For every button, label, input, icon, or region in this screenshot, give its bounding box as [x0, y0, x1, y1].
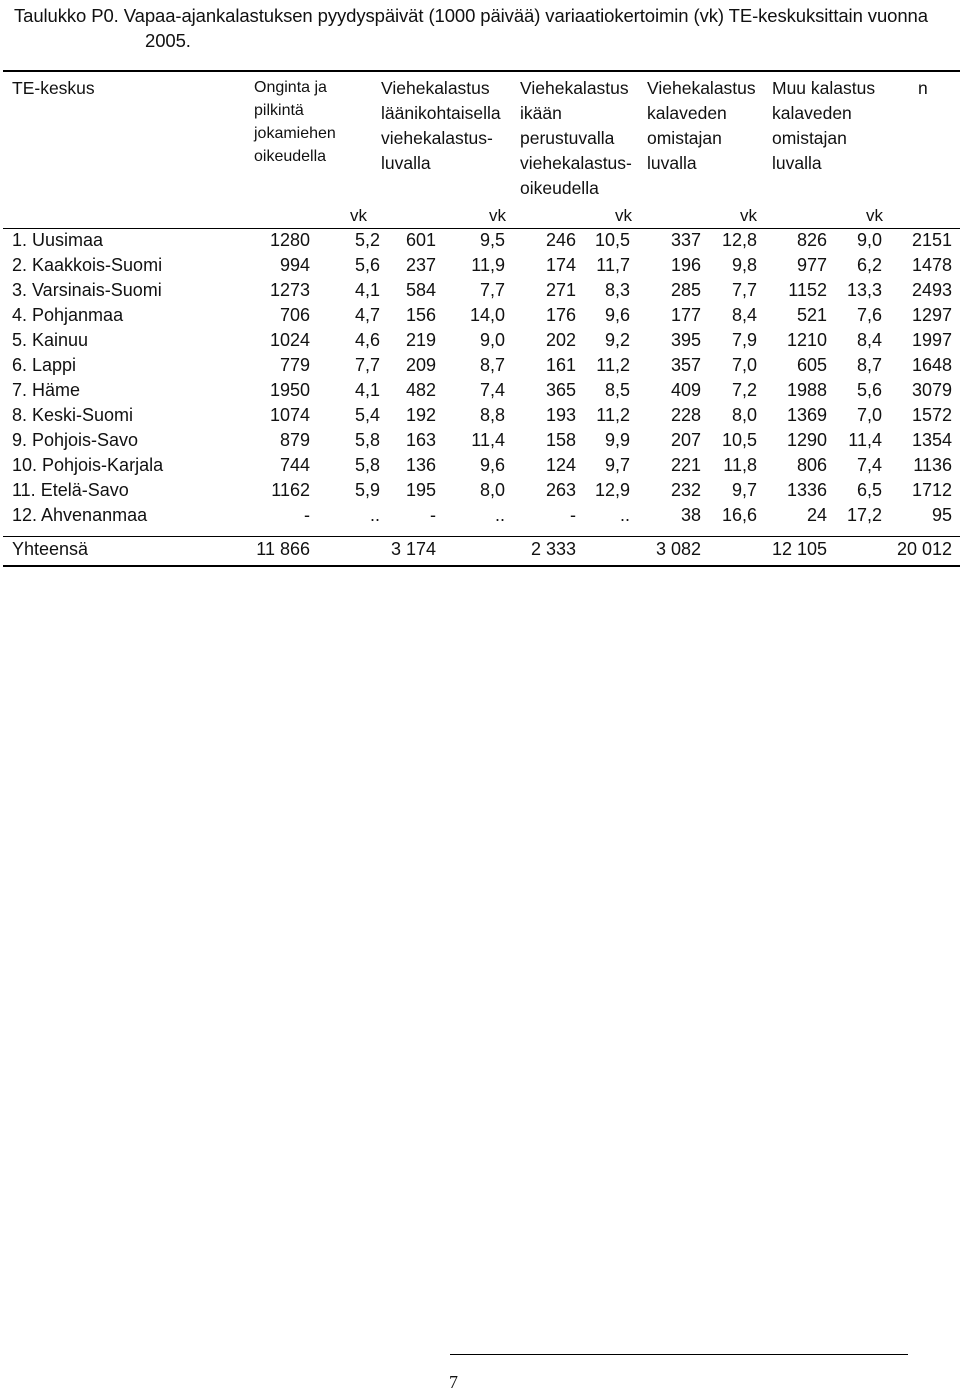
cell-muu-vk: 8,7 [856, 355, 882, 375]
cell-viehe-laani: 156 [405, 305, 436, 325]
cell-viehe-ika-vk: .. [619, 505, 630, 525]
table-row [0, 303, 960, 328]
cell-viehe-kala-vk: 12,8 [721, 230, 757, 250]
cell-viehe-ika: - [570, 505, 576, 525]
row-label: 1. Uusimaa [12, 230, 104, 250]
header-muu: Muu kalastus kalaveden omistajan luvalla [772, 78, 876, 173]
cell-viehe-kala-vk: 8,0 [731, 405, 757, 425]
vk-label: vk [615, 206, 632, 225]
table-row [0, 428, 960, 453]
table-caption [14, 3, 954, 53]
cell-viehe-kala-vk: 9,8 [731, 255, 757, 275]
cell-onginta-vk: 5,9 [354, 480, 380, 500]
cell-onginta-vk: 7,7 [354, 355, 380, 375]
cell-viehe-laani-vk: 8,0 [479, 480, 505, 500]
cell-onginta: - [304, 505, 310, 525]
cell-viehe-ika: 246 [545, 230, 576, 250]
cell-viehe-laani-vk: 9,6 [479, 455, 505, 475]
cell-viehe-kala-vk: 7,0 [731, 355, 757, 375]
cell-viehe-ika: 365 [545, 380, 576, 400]
cell-viehe-ika-vk: 9,2 [604, 330, 630, 350]
footer-rule [450, 1354, 908, 1355]
cell-onginta: 706 [279, 305, 310, 325]
cell-onginta-vk: 5,8 [354, 430, 380, 450]
vk-label: vk [489, 206, 506, 225]
cell-viehe-kala: 177 [670, 305, 701, 325]
table-row [0, 278, 960, 303]
cell-viehe-kala: 337 [670, 230, 701, 250]
vk-label: vk [740, 206, 757, 225]
cell-muu-vk: 7,4 [856, 455, 882, 475]
table-row [0, 228, 960, 253]
table-row [0, 403, 960, 428]
cell-viehe-ika-vk: 8,3 [604, 280, 630, 300]
cell-n: 1478 [911, 255, 952, 275]
cell-viehe-ika-vk: 9,6 [604, 305, 630, 325]
cell-muu-vk: 7,0 [856, 405, 882, 425]
cell-viehe-ika: 158 [545, 430, 576, 450]
cell-viehe-ika-vk: 11,2 [596, 405, 630, 425]
cell-viehe-kala: 285 [670, 280, 701, 300]
cell-viehe-kala-vk: 8,4 [731, 305, 757, 325]
cell-viehe-laani-vk: 8,7 [479, 355, 505, 375]
table-row [0, 253, 960, 278]
cell-muu-vk: 9,0 [856, 230, 882, 250]
cell-onginta: 1950 [269, 380, 310, 400]
cell-viehe-laani: 482 [405, 380, 436, 400]
cell-onginta: 879 [279, 430, 310, 450]
cell-muu: 1290 [786, 430, 827, 450]
total-n: 20 012 [896, 539, 952, 559]
cell-viehe-laani: 237 [405, 255, 436, 275]
cell-onginta-vk: 5,6 [354, 255, 380, 275]
row-label: 4. Pohjanmaa [12, 305, 124, 325]
cell-viehe-kala: 357 [670, 355, 701, 375]
cell-muu-vk: 5,6 [856, 380, 882, 400]
cell-n: 1297 [911, 305, 952, 325]
cell-muu: 605 [796, 355, 827, 375]
cell-muu: 521 [796, 305, 827, 325]
cell-viehe-laani-vk: .. [494, 505, 505, 525]
cell-onginta: 994 [279, 255, 310, 275]
cell-viehe-laani: 219 [405, 330, 436, 350]
table-bottom-rule [3, 565, 960, 567]
cell-onginta: 744 [279, 455, 310, 475]
header-viehe-ika: Viehekalastus ikään perustuvalla viehekalastus- oikeudella [520, 78, 632, 198]
cell-viehe-laani-vk: 8,8 [479, 405, 505, 425]
row-label: 9. Pohjois-Savo [12, 430, 139, 450]
row-label: 6. Lappi [12, 355, 77, 375]
cell-n: 2151 [911, 230, 952, 250]
total-muu: 12 105 [771, 539, 827, 559]
cell-muu: 1152 [788, 280, 827, 300]
row-label: 2. Kaakkois-Suomi [12, 255, 163, 275]
cell-muu-vk: 13,3 [846, 280, 882, 300]
cell-viehe-kala-vk: 16,6 [721, 505, 757, 525]
page-number: 7 [449, 1372, 458, 1392]
header-viehe-laani: Viehekalastus läänikohtaisella viehekalastus- luvalla [381, 78, 501, 173]
cell-onginta-vk: 5,8 [354, 455, 380, 475]
cell-viehe-laani: 195 [405, 480, 436, 500]
cell-viehe-ika: 202 [545, 330, 576, 350]
cell-muu-vk: 6,2 [856, 255, 882, 275]
cell-onginta: 1273 [269, 280, 310, 300]
cell-n: 2493 [911, 280, 952, 300]
cell-viehe-laani-vk: 11,9 [471, 255, 505, 275]
row-label: 7. Häme [12, 380, 81, 400]
cell-viehe-kala: 232 [670, 480, 701, 500]
cell-onginta: 779 [279, 355, 310, 375]
cell-onginta-vk: 4,6 [354, 330, 380, 350]
cell-viehe-ika-vk: 9,9 [604, 430, 630, 450]
table-row [0, 328, 960, 353]
cell-viehe-ika-vk: 8,5 [604, 380, 630, 400]
cell-viehe-ika: 174 [545, 255, 576, 275]
cell-viehe-laani: 163 [405, 430, 436, 450]
cell-n: 1712 [911, 480, 952, 500]
row-label: 8. Keski-Suomi [12, 405, 134, 425]
cell-n: 1997 [911, 330, 952, 350]
cell-viehe-laani: 136 [405, 455, 436, 475]
cell-viehe-ika: 193 [545, 405, 576, 425]
cell-muu: 1210 [786, 330, 827, 350]
cell-viehe-laani-vk: 7,7 [479, 280, 505, 300]
cell-muu: 24 [806, 505, 827, 525]
total-viehe-ika: 2 333 [530, 539, 576, 559]
cell-viehe-kala-vk: 9,7 [731, 480, 757, 500]
total-label: Yhteensä [12, 539, 89, 559]
cell-n: 1648 [911, 355, 952, 375]
cell-viehe-kala-vk: 7,2 [731, 380, 757, 400]
cell-viehe-laani: - [430, 505, 436, 525]
caption-line-1: Taulukko P0. Vapaa-ajankalastuksen pyydyspäivät (1000 päivää) variaatiokertoimin (vk) TE-keskuksittain vuonna [14, 5, 928, 26]
cell-onginta-vk: 4,1 [354, 380, 380, 400]
cell-onginta-vk: 4,7 [354, 305, 380, 325]
cell-viehe-laani: 601 [405, 230, 436, 250]
cell-onginta: 1162 [271, 480, 310, 500]
table-row [0, 478, 960, 503]
cell-viehe-laani: 584 [405, 280, 436, 300]
cell-viehe-ika-vk: 11,7 [596, 255, 630, 275]
vk-header-row [0, 206, 960, 230]
caption-line-2: 2005. [145, 30, 191, 51]
cell-muu: 1369 [786, 405, 827, 425]
cell-n: 1354 [911, 430, 952, 450]
cell-onginta: 1074 [269, 405, 310, 425]
cell-viehe-kala-vk: 10,5 [721, 430, 757, 450]
cell-viehe-ika-vk: 10,5 [594, 230, 630, 250]
cell-viehe-ika: 176 [545, 305, 576, 325]
total-onginta: 11 866 [256, 539, 310, 559]
cell-onginta-vk: 5,2 [354, 230, 380, 250]
row-label: 10. Pohjois-Karjala [12, 455, 164, 475]
row-label: 12. Ahvenanmaa [12, 505, 148, 525]
cell-muu-vk: 17,2 [846, 505, 882, 525]
cell-viehe-ika: 263 [545, 480, 576, 500]
cell-muu-vk: 7,6 [856, 305, 882, 325]
vk-label: vk [350, 206, 367, 225]
cell-muu-vk: 6,5 [856, 480, 882, 500]
row-label: 11. Etelä-Savo [12, 480, 129, 500]
table-row [0, 353, 960, 378]
row-label: 5. Kainuu [12, 330, 89, 350]
cell-viehe-laani-vk: 14,0 [469, 305, 505, 325]
cell-viehe-kala: 207 [670, 430, 701, 450]
cell-onginta: 1280 [269, 230, 310, 250]
cell-viehe-kala-vk: 7,7 [731, 280, 757, 300]
cell-viehe-kala: 228 [670, 405, 701, 425]
cell-viehe-kala: 395 [670, 330, 701, 350]
cell-n: 1136 [913, 455, 952, 475]
cell-viehe-kala: 409 [670, 380, 701, 400]
table-row [0, 503, 960, 528]
table-row [0, 453, 960, 478]
header-n: n [918, 78, 928, 98]
cell-viehe-ika: 161 [545, 355, 576, 375]
cell-n: 1572 [911, 405, 952, 425]
cell-onginta-vk: 5,4 [354, 405, 380, 425]
cell-n: 3079 [911, 380, 952, 400]
cell-viehe-kala: 196 [670, 255, 701, 275]
cell-muu: 977 [796, 255, 827, 275]
cell-viehe-ika: 271 [545, 280, 576, 300]
cell-muu: 1988 [786, 380, 827, 400]
cell-viehe-laani: 209 [405, 355, 436, 375]
cell-viehe-laani-vk: 7,4 [479, 380, 505, 400]
cell-viehe-ika-vk: 12,9 [594, 480, 630, 500]
cell-viehe-kala: 38 [680, 505, 701, 525]
table-row [0, 378, 960, 403]
header-onginta: Onginta ja pilkintä jokamiehen oikeudella [254, 79, 336, 165]
cell-viehe-ika-vk: 9,7 [604, 455, 630, 475]
vk-label: vk [866, 206, 883, 225]
cell-muu-vk: 11,4 [848, 430, 882, 450]
cell-viehe-laani-vk: 9,5 [479, 230, 505, 250]
cell-muu: 806 [796, 455, 827, 475]
total-row [0, 537, 960, 562]
cell-muu: 826 [796, 230, 827, 250]
cell-muu: 1336 [786, 480, 827, 500]
cell-muu-vk: 8,4 [856, 330, 882, 350]
row-label: 3. Varsinais-Suomi [12, 280, 162, 300]
cell-viehe-ika-vk: 11,2 [596, 355, 630, 375]
cell-viehe-kala-vk: 11,8 [723, 455, 757, 475]
header-te-keskus: TE-keskus [12, 78, 95, 98]
total-viehe-laani: 3 174 [390, 539, 436, 559]
cell-viehe-laani-vk: 11,4 [471, 430, 505, 450]
cell-onginta-vk: .. [369, 505, 380, 525]
header-viehe-kala: Viehekalastus kalaveden omistajan luvalla [647, 78, 756, 173]
cell-n: 95 [931, 505, 952, 525]
cell-viehe-kala: 221 [670, 455, 701, 475]
cell-viehe-kala-vk: 7,9 [731, 330, 757, 350]
cell-viehe-ika: 124 [545, 455, 576, 475]
cell-viehe-laani-vk: 9,0 [479, 330, 505, 350]
cell-viehe-laani: 192 [405, 405, 436, 425]
total-viehe-kala: 3 082 [655, 539, 701, 559]
table-top-rule [3, 70, 960, 72]
cell-onginta: 1024 [269, 330, 310, 350]
cell-onginta-vk: 4,1 [354, 280, 380, 300]
